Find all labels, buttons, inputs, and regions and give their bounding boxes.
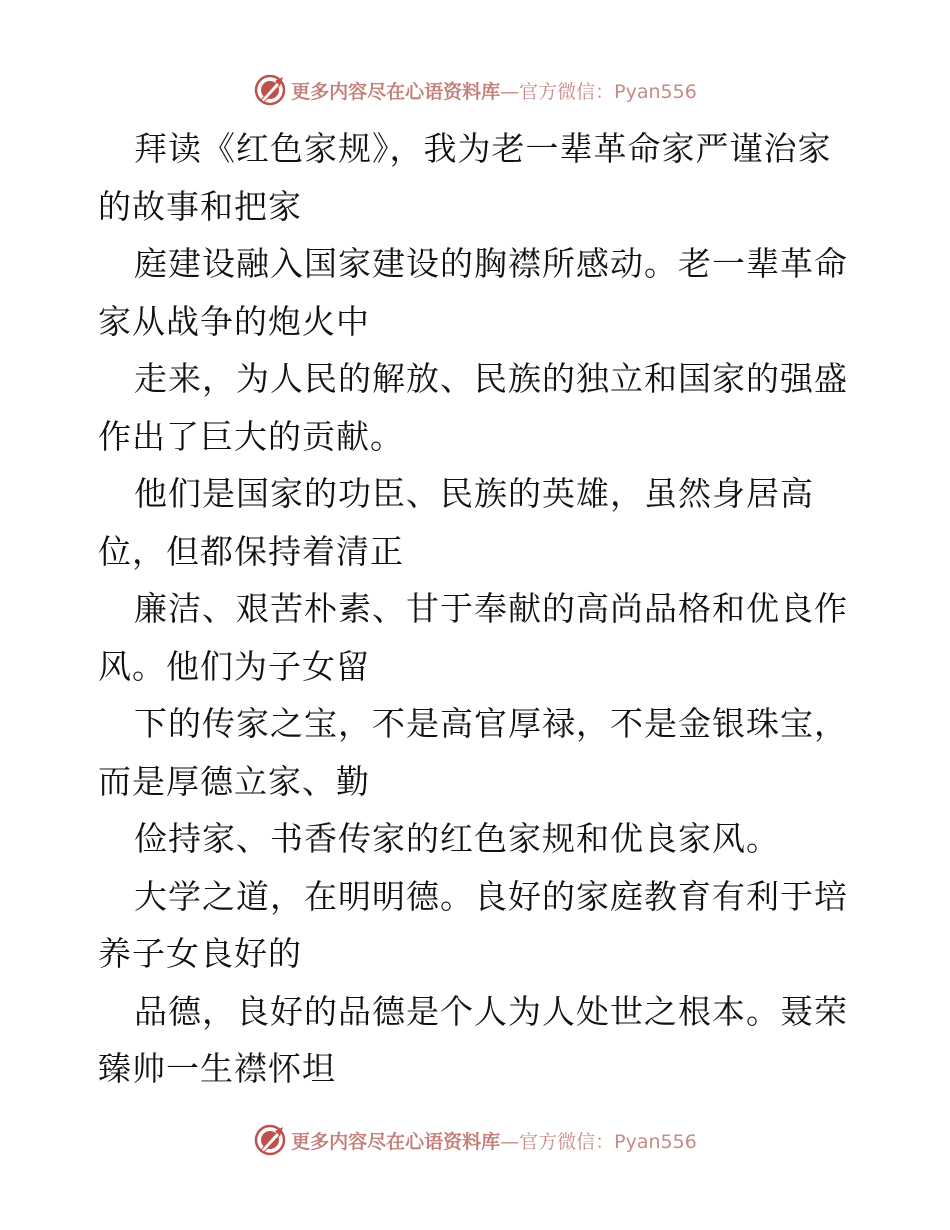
- paragraph-line: 庭建设融入国家建设的胸襟所感动。老一辈革命: [134, 244, 848, 283]
- paragraph: [98, 350, 858, 465]
- paragraph-line: 家从战争的炮火中: [98, 301, 370, 341]
- footer-watermark: [0, 1120, 950, 1160]
- paragraph: [98, 580, 858, 695]
- watermark-separator: —: [500, 80, 520, 103]
- watermark-text: [291, 77, 697, 104]
- paragraph-line: 拜读《红色家规》，我为老一辈革命家严谨治家: [134, 129, 832, 168]
- paragraph-line: 下的传家之宝，不是高官厚禄，不是金银珠宝，: [134, 704, 848, 743]
- paragraph-line: 风。他们为子女留: [98, 646, 370, 686]
- paragraph-line: 大学之道，在明明德。良好的家庭教育有利于培: [134, 876, 848, 916]
- watermark-brand: 更多内容尽在心语资料库: [291, 80, 501, 103]
- paragraph: [98, 868, 858, 983]
- quill-pen-logo-icon: [253, 73, 287, 107]
- paragraph-line: 品德，良好的品德是个人为人处世之根本。聂荣: [134, 991, 848, 1031]
- document-body: [98, 120, 858, 1098]
- paragraph: [98, 465, 858, 580]
- paragraph-line: 养子女良好的: [98, 934, 302, 973]
- paragraph: [98, 120, 858, 235]
- watermark-contact: 官方微信：Pyan556: [519, 80, 697, 103]
- watermark-brand: 更多内容尽在心语资料库: [291, 1130, 501, 1153]
- paragraph-line: 的故事和把家: [98, 186, 302, 226]
- paragraph-line: 他们是国家的功臣、民族的英雄，虽然身居高: [134, 474, 814, 513]
- paragraph-line: 而是厚德立家、勤: [98, 761, 370, 801]
- paragraph-line: 位，但都保持着清正: [98, 531, 404, 571]
- watermark-text: [291, 1127, 697, 1154]
- paragraph: [98, 695, 858, 810]
- paragraph-line: 廉洁、艰苦朴素、甘于奉献的高尚品格和优良作: [134, 589, 848, 628]
- quill-pen-logo-icon: [253, 1123, 287, 1157]
- watermark-contact: 官方微信：Pyan556: [519, 1130, 697, 1153]
- paragraph-line: 臻帅一生襟怀坦: [98, 1049, 336, 1088]
- header-watermark: [0, 70, 950, 110]
- paragraph: [98, 235, 858, 350]
- watermark-separator: —: [500, 1130, 520, 1153]
- paragraph: [98, 810, 858, 868]
- paragraph: [98, 983, 858, 1098]
- paragraph-line: 俭持家、书香传家的红色家规和优良家风。: [134, 819, 780, 858]
- paragraph-line: 作出了巨大的贡献。: [98, 416, 404, 456]
- paragraph-line: 走来，为人民的解放、民族的独立和国家的强盛: [134, 359, 848, 398]
